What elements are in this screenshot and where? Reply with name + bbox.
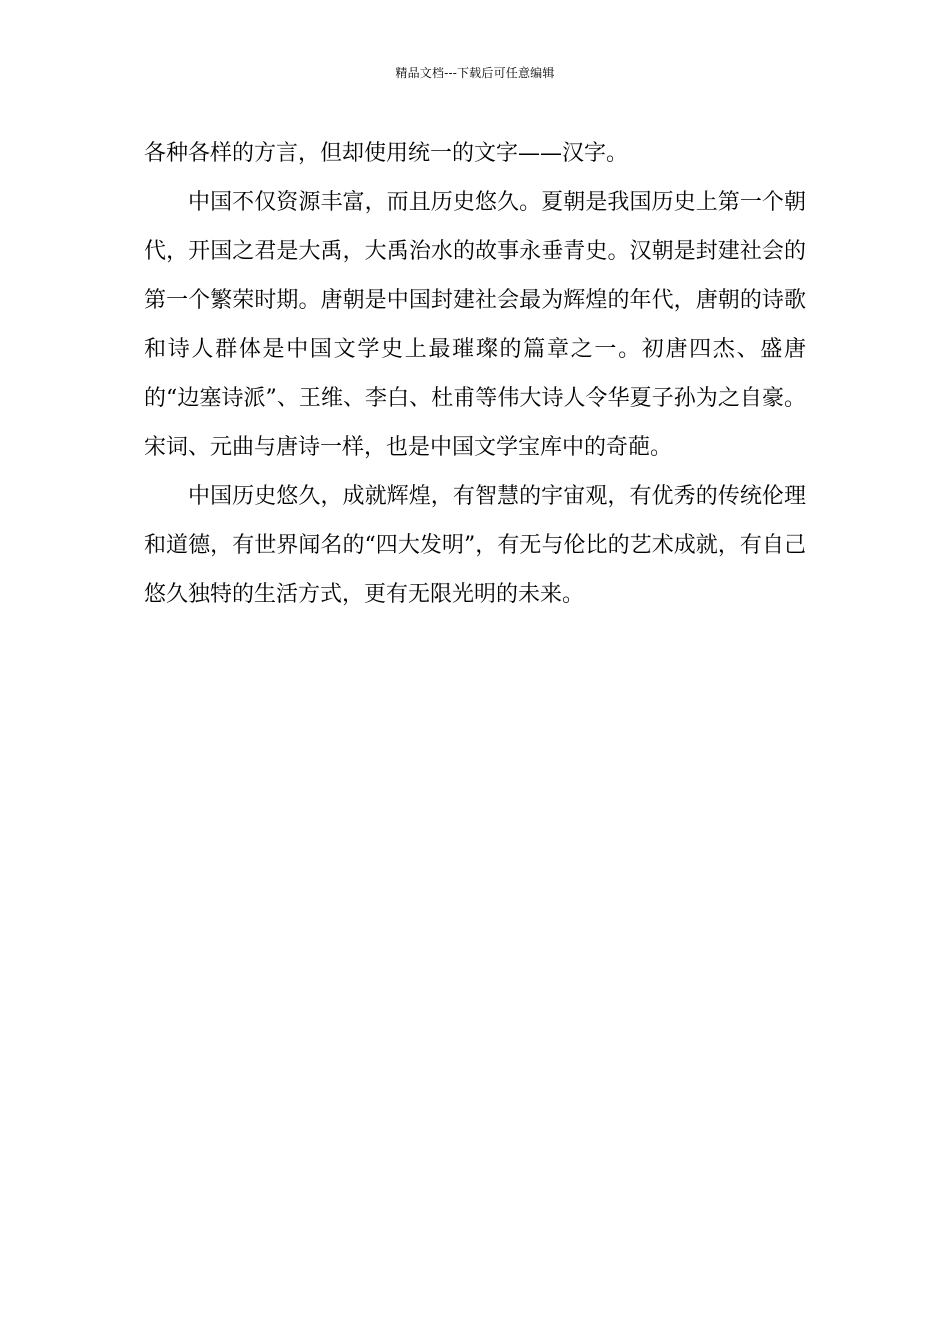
paragraph-history: 中国不仅资源丰富，而且历史悠久。夏朝是我国历史上第一个朝代，开国之君是大禹，大禹治水的故事永垂青史。汉朝是封建社会的第一个繁荣时期。唐朝是中国封建社会最为辉煌的年代，唐朝的诗歌和诗人群体是中国文学史上最璀璨的篇章之一。初唐四杰、盛唐的“边塞诗派”、王维、李白、杜甫等伟大诗人令华夏子孙为之自豪。宋词、元曲与唐诗一样，也是中国文学宝库中的奇葩。 [144, 190, 806, 460]
page-header: 精品文档---下载后可任意编辑 [395, 66, 555, 80]
paragraph-conclusion: 中国历史悠久，成就辉煌，有智慧的宇宙观，有优秀的传统伦理和道德，有世界闻名的“四大发明”，有无与伦比的艺术成就，有自己悠久独特的生活方式，更有无限光明的未来。 [144, 484, 806, 607]
paragraph-continuation: 各种各样的方言，但却使用统一的文字——汉字。 [144, 141, 629, 166]
document-body [144, 129, 806, 619]
